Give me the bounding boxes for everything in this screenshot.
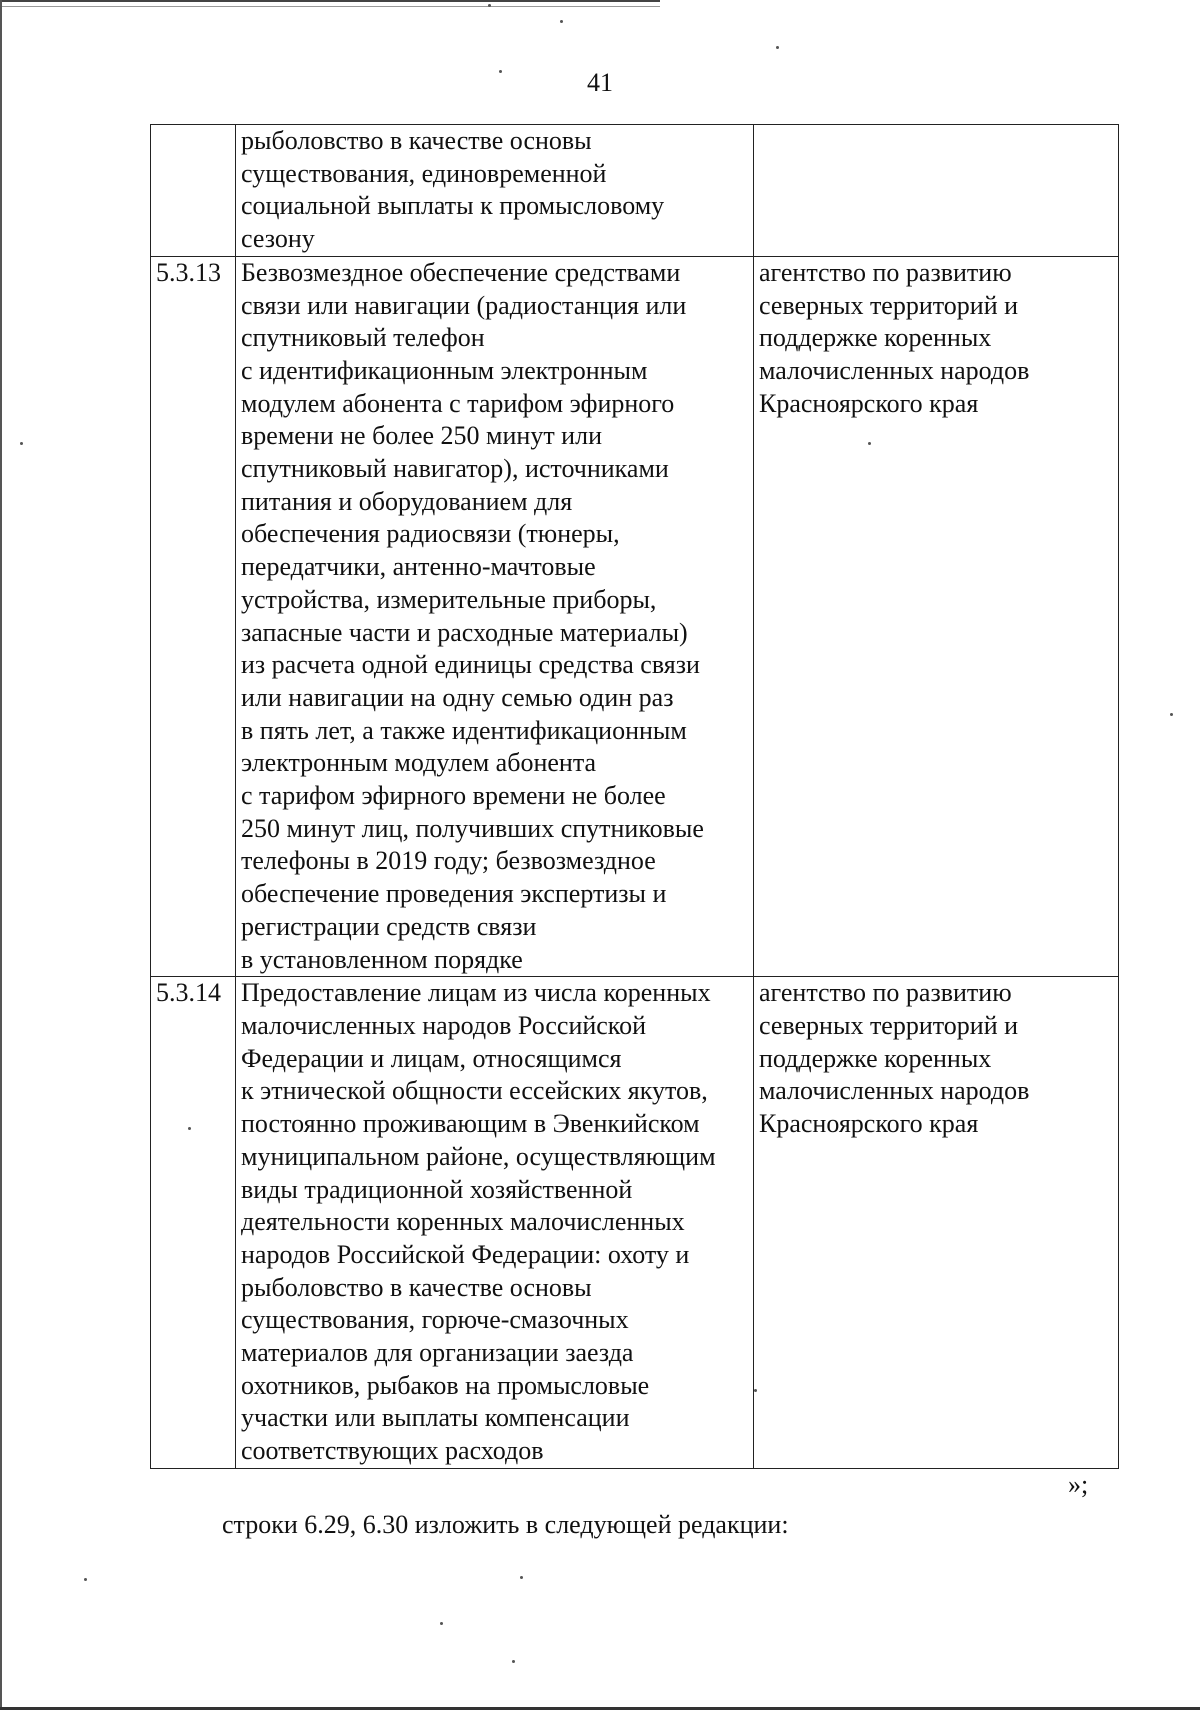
scan-speck	[499, 70, 502, 73]
item-number-cell: 5.3.14	[151, 977, 236, 1469]
item-number-cell: 5.3.13	[151, 256, 236, 976]
measure-text-cell: Предоставление лицам из числа коренных малочисленных народов Российской Федерации и лицам, относящимся к этнической общности ессейских якутов, постоянно проживающим в Эвенкийском муниципальном районе, осуществляющим виды традиционной хозяйственной деятельности коренных малочисленных народов Российской Федерации: охоту и рыболовство в качестве основы существования, горюче-смазочных материалов для организации заезда охотников, рыбаков на промысловые участки или выплаты компенсации соответствующих расходов	[236, 977, 754, 1469]
table-row	[151, 256, 1119, 976]
scan-speck	[1170, 713, 1173, 716]
page-number: 41	[587, 68, 613, 97]
scan-edge-left	[0, 0, 2, 1710]
responsible-cell: агентство по развитию северных территорий и поддержке коренных малочисленных народов Красноярского края	[754, 256, 1119, 976]
measure-text-cell: Безвозмездное обеспечение средствами связи или навигации (радиостанция или спутниковый телефон с идентификационным электронным модулем абонента с тарифом эфирного времени не более 250 минут или спутниковый навигатор), источниками питания и оборудованием для обеспечения радиосвязи (тюнеры, передатчики, антенно-мачтовые устройства, измерительные приборы, запасные части и расходные материалы) из расчета одной единицы средства связи или навигации на одну семью один раз в пять лет, а также идентификационным электронным модулем абонента с тарифом эфирного времени не более 250 минут лиц, получивших спутниковые телефоны в 2019 году; безвозмездное обеспечение проведения экспертизы и регистрации средств связи в установленном порядке	[236, 256, 754, 976]
responsible-cell: агентство по развитию северных территорий и поддержке коренных малочисленных народов Красноярского края	[754, 977, 1119, 1469]
scan-speck	[520, 1576, 523, 1579]
scan-speck	[560, 20, 563, 23]
scan-speck	[488, 4, 491, 7]
scan-speck	[440, 1622, 443, 1625]
scan-speck	[20, 442, 23, 445]
measure-text-cell: рыболовство в качестве основы существования, единовременной социальной выплаты к промысловому сезону	[236, 125, 754, 257]
measures-table	[150, 124, 1119, 1469]
closing-quote-mark: »;	[1068, 1470, 1089, 1499]
scan-speck	[512, 1660, 515, 1663]
responsible-cell	[754, 125, 1119, 257]
scan-speck	[84, 1578, 87, 1581]
item-number-cell	[151, 125, 236, 257]
scan-speck	[776, 46, 779, 49]
table-row	[151, 977, 1119, 1469]
following-paragraph: строки 6.29, 6.30 изложить в следующей редакции:	[222, 1510, 789, 1539]
scan-edge-top	[0, 0, 660, 2]
scan-edge-line	[0, 6, 660, 7]
table-row	[151, 125, 1119, 257]
